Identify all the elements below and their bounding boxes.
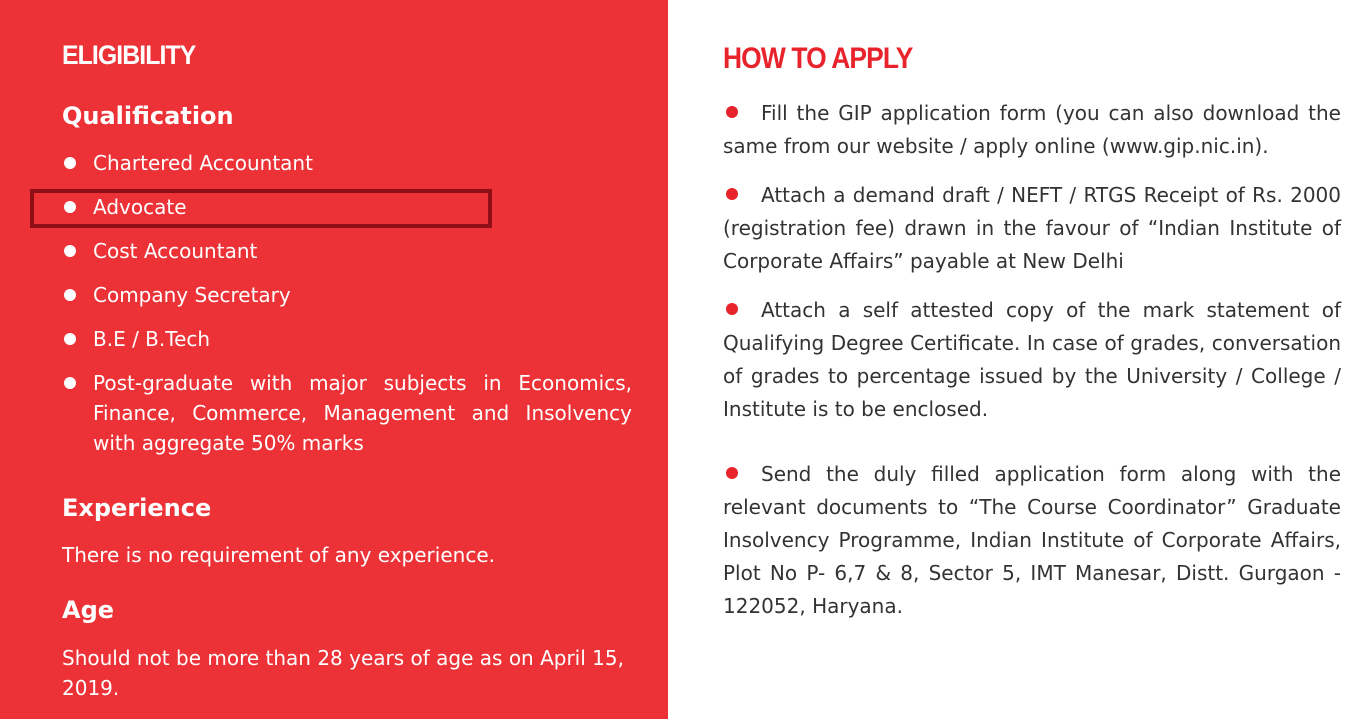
list-item	[62, 236, 632, 280]
bullet-icon	[726, 467, 738, 479]
apply-step	[723, 294, 1341, 426]
bullet-icon	[64, 377, 76, 389]
qualification-label: Company Secretary	[93, 283, 291, 307]
apply-step-text: Fill the GIP application form (you can also download the same from our website / apply online (www.gip.nic.in).	[723, 101, 1341, 158]
apply-step	[723, 97, 1341, 163]
eligibility-panel	[0, 0, 668, 719]
qualification-heading: Qualification	[62, 102, 234, 130]
eligibility-heading: ELIGIBILITY	[62, 40, 196, 70]
apply-step	[723, 458, 1341, 623]
bullet-icon	[64, 245, 76, 257]
bullet-icon	[64, 289, 76, 301]
apply-step-text: Send the duly filled application form along with the relevant documents to “The Course Coordinator” Graduate Insolvency Programme, Indian Institute of Corporate Affairs, Plot No P- 6,7 & 8, Sector 5, IMT Manesar, Distt. Gurgaon - 122052, Haryana.	[723, 462, 1341, 618]
list-item	[62, 280, 632, 324]
how-to-apply-heading: HOW TO APPLY	[723, 42, 913, 75]
bullet-icon	[726, 106, 738, 118]
experience-text: There is no requirement of any experience.	[62, 543, 495, 567]
list-item	[62, 368, 632, 458]
qualification-label: B.E / B.Tech	[93, 327, 211, 351]
bullet-icon	[726, 303, 738, 315]
apply-step-text: Attach a self attested copy of the mark statement of Qualifying Degree Certificate. In case of grades, conversation of grades to percentage issued by the University / College / Institute is to be enclosed.	[723, 298, 1341, 421]
qualification-label: Advocate	[93, 195, 187, 219]
age-heading: Age	[62, 596, 115, 624]
bullet-icon	[64, 157, 76, 169]
bullet-icon	[64, 333, 76, 345]
apply-step	[723, 179, 1341, 278]
qualification-label: Chartered Accountant	[93, 151, 313, 175]
qualification-label: Post-graduate with major subjects in Economics, Finance, Commerce, Management and Insolvency with aggregate 50% marks	[93, 371, 632, 455]
selection-highlight-box	[30, 189, 492, 228]
list-item	[62, 324, 632, 368]
qualification-label: Cost Accountant	[93, 239, 258, 263]
experience-heading: Experience	[62, 494, 212, 522]
bullet-icon	[726, 188, 738, 200]
age-text: Should not be more than 28 years of age as on April 15, 2019.	[62, 646, 624, 700]
apply-step-text: Attach a demand draft / NEFT / RTGS Receipt of Rs. 2000 (registration fee) drawn in the favour of “Indian Institute of Corporate Affairs” payable at New Delhi	[723, 183, 1341, 273]
list-item	[62, 148, 632, 192]
how-to-apply-panel	[723, 0, 1341, 719]
